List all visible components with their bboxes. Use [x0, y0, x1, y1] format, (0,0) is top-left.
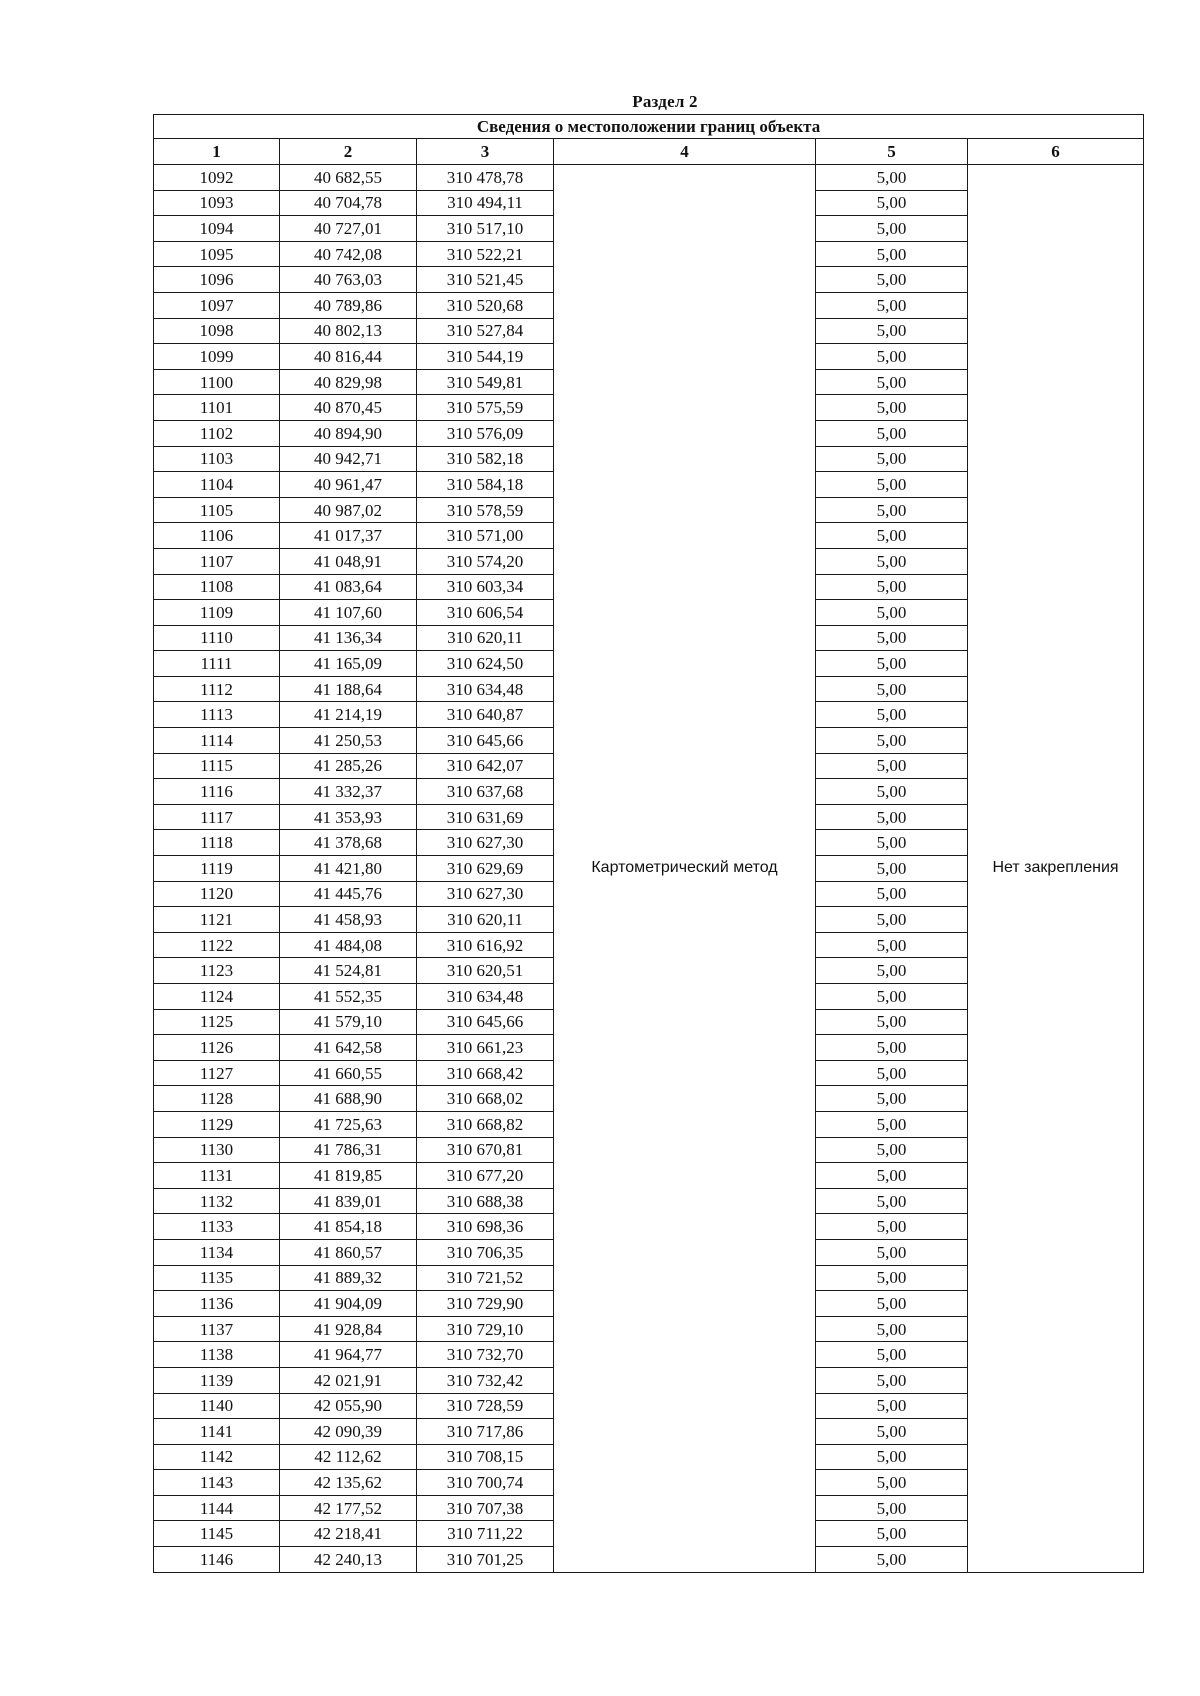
- point-number-cell: 1144: [154, 1495, 280, 1521]
- accuracy-cell: 5,00: [816, 1444, 968, 1470]
- coordinate-x-cell: 41 017,37: [280, 523, 417, 549]
- coordinate-x-cell: 40 704,78: [280, 190, 417, 216]
- accuracy-cell: 5,00: [816, 651, 968, 677]
- point-number-cell: 1103: [154, 446, 280, 472]
- point-number-cell: 1122: [154, 932, 280, 958]
- point-number-cell: 1125: [154, 1009, 280, 1035]
- coordinate-y-cell: 310 668,02: [417, 1086, 554, 1112]
- boundary-coordinates-table: [153, 114, 1144, 1573]
- coordinate-y-cell: 310 629,69: [417, 856, 554, 882]
- point-number-cell: 1146: [154, 1547, 280, 1573]
- coordinate-x-cell: 40 727,01: [280, 216, 417, 242]
- point-number-cell: 1119: [154, 856, 280, 882]
- coordinate-y-cell: 310 627,30: [417, 830, 554, 856]
- coordinate-x-cell: 42 135,62: [280, 1470, 417, 1496]
- point-number-cell: 1117: [154, 804, 280, 830]
- coordinate-y-cell: 310 520,68: [417, 292, 554, 318]
- coordinate-y-cell: 310 620,11: [417, 625, 554, 651]
- accuracy-cell: 5,00: [816, 907, 968, 933]
- coordinate-y-cell: 310 677,20: [417, 1163, 554, 1189]
- coordinate-x-cell: 41 552,35: [280, 984, 417, 1010]
- point-number-cell: 1145: [154, 1521, 280, 1547]
- coordinate-x-cell: 40 682,55: [280, 165, 417, 191]
- point-number-cell: 1123: [154, 958, 280, 984]
- accuracy-cell: 5,00: [816, 779, 968, 805]
- coordinate-x-cell: 40 802,13: [280, 318, 417, 344]
- coordinate-y-cell: 310 645,66: [417, 1009, 554, 1035]
- accuracy-cell: 5,00: [816, 932, 968, 958]
- coordinate-y-cell: 310 707,38: [417, 1495, 554, 1521]
- point-number-cell: 1120: [154, 881, 280, 907]
- accuracy-cell: 5,00: [816, 1188, 968, 1214]
- coordinate-y-cell: 310 631,69: [417, 804, 554, 830]
- point-number-cell: 1138: [154, 1342, 280, 1368]
- point-number-cell: 1132: [154, 1188, 280, 1214]
- accuracy-cell: 5,00: [816, 1316, 968, 1342]
- coordinate-x-cell: 41 332,37: [280, 779, 417, 805]
- coordinate-y-cell: 310 668,82: [417, 1111, 554, 1137]
- coordinate-x-cell: 40 816,44: [280, 344, 417, 370]
- coordinate-x-cell: 41 579,10: [280, 1009, 417, 1035]
- point-number-cell: 1129: [154, 1111, 280, 1137]
- coordinate-x-cell: 41 165,09: [280, 651, 417, 677]
- coordinate-x-cell: 41 725,63: [280, 1111, 417, 1137]
- fixing-cell: Нет закрепления: [968, 165, 1144, 1573]
- accuracy-cell: 5,00: [816, 1419, 968, 1445]
- point-number-cell: 1127: [154, 1060, 280, 1086]
- coordinate-x-cell: 41 660,55: [280, 1060, 417, 1086]
- point-number-cell: 1118: [154, 830, 280, 856]
- coordinate-y-cell: 310 729,90: [417, 1291, 554, 1317]
- point-number-cell: 1115: [154, 753, 280, 779]
- coordinate-y-cell: 310 668,42: [417, 1060, 554, 1086]
- coordinate-y-cell: 310 620,11: [417, 907, 554, 933]
- point-number-cell: 1124: [154, 984, 280, 1010]
- point-number-cell: 1096: [154, 267, 280, 293]
- section-title: Раздел 2: [632, 92, 698, 111]
- point-number-cell: 1126: [154, 1035, 280, 1061]
- coordinate-y-cell: 310 478,78: [417, 165, 554, 191]
- point-number-cell: 1101: [154, 395, 280, 421]
- accuracy-cell: 5,00: [816, 1291, 968, 1317]
- point-number-cell: 1134: [154, 1239, 280, 1265]
- point-number-cell: 1111: [154, 651, 280, 677]
- point-number-cell: 1108: [154, 574, 280, 600]
- coordinate-y-cell: 310 521,45: [417, 267, 554, 293]
- accuracy-cell: 5,00: [816, 676, 968, 702]
- point-number-cell: 1109: [154, 600, 280, 626]
- coordinate-y-cell: 310 584,18: [417, 472, 554, 498]
- coordinate-y-cell: 310 544,19: [417, 344, 554, 370]
- point-number-cell: 1128: [154, 1086, 280, 1112]
- coordinate-x-cell: 42 055,90: [280, 1393, 417, 1419]
- accuracy-cell: 5,00: [816, 523, 968, 549]
- coordinate-y-cell: 310 701,25: [417, 1547, 554, 1573]
- accuracy-cell: 5,00: [816, 574, 968, 600]
- coordinate-x-cell: 41 250,53: [280, 728, 417, 754]
- coordinate-y-cell: 310 620,51: [417, 958, 554, 984]
- coordinate-y-cell: 310 721,52: [417, 1265, 554, 1291]
- coordinate-x-cell: 41 688,90: [280, 1086, 417, 1112]
- accuracy-cell: 5,00: [816, 318, 968, 344]
- accuracy-cell: 5,00: [816, 600, 968, 626]
- coordinate-x-cell: 42 240,13: [280, 1547, 417, 1573]
- coordinate-x-cell: 41 048,91: [280, 548, 417, 574]
- coordinate-x-cell: 40 789,86: [280, 292, 417, 318]
- coordinate-x-cell: 42 112,62: [280, 1444, 417, 1470]
- coordinate-x-cell: 40 763,03: [280, 267, 417, 293]
- coordinate-y-cell: 310 642,07: [417, 753, 554, 779]
- coordinate-x-cell: 41 378,68: [280, 830, 417, 856]
- column-number: 1: [154, 139, 280, 165]
- accuracy-cell: 5,00: [816, 1239, 968, 1265]
- accuracy-cell: 5,00: [816, 856, 968, 882]
- column-number: 6: [968, 139, 1144, 165]
- accuracy-cell: 5,00: [816, 548, 968, 574]
- coordinate-x-cell: 41 214,19: [280, 702, 417, 728]
- coordinate-x-cell: 40 987,02: [280, 497, 417, 523]
- point-number-cell: 1094: [154, 216, 280, 242]
- coordinate-x-cell: 41 928,84: [280, 1316, 417, 1342]
- accuracy-cell: 5,00: [816, 1547, 968, 1573]
- coordinate-x-cell: 42 021,91: [280, 1367, 417, 1393]
- coordinate-x-cell: 41 964,77: [280, 1342, 417, 1368]
- point-number-cell: 1135: [154, 1265, 280, 1291]
- column-number: 2: [280, 139, 417, 165]
- accuracy-cell: 5,00: [816, 1393, 968, 1419]
- point-number-cell: 1102: [154, 420, 280, 446]
- accuracy-cell: 5,00: [816, 1137, 968, 1163]
- coordinate-y-cell: 310 728,59: [417, 1393, 554, 1419]
- coordinate-x-cell: 41 458,93: [280, 907, 417, 933]
- coordinate-x-cell: 40 742,08: [280, 241, 417, 267]
- point-number-cell: 1107: [154, 548, 280, 574]
- accuracy-cell: 5,00: [816, 190, 968, 216]
- coordinate-x-cell: 41 860,57: [280, 1239, 417, 1265]
- accuracy-cell: 5,00: [816, 1035, 968, 1061]
- point-number-cell: 1136: [154, 1291, 280, 1317]
- accuracy-cell: 5,00: [816, 292, 968, 318]
- coordinate-y-cell: 310 574,20: [417, 548, 554, 574]
- accuracy-cell: 5,00: [816, 241, 968, 267]
- coordinate-y-cell: 310 527,84: [417, 318, 554, 344]
- coordinate-x-cell: 40 870,45: [280, 395, 417, 421]
- coordinate-x-cell: 41 642,58: [280, 1035, 417, 1061]
- coordinate-x-cell: 41 353,93: [280, 804, 417, 830]
- coordinate-x-cell: 42 090,39: [280, 1419, 417, 1445]
- point-number-cell: 1140: [154, 1393, 280, 1419]
- table-body: [154, 115, 1144, 1573]
- accuracy-cell: 5,00: [816, 804, 968, 830]
- coordinate-y-cell: 310 634,48: [417, 676, 554, 702]
- accuracy-cell: 5,00: [816, 1111, 968, 1137]
- point-number-cell: 1105: [154, 497, 280, 523]
- coordinate-x-cell: 40 829,98: [280, 369, 417, 395]
- accuracy-cell: 5,00: [816, 369, 968, 395]
- coordinate-x-cell: 41 107,60: [280, 600, 417, 626]
- coordinate-y-cell: 310 645,66: [417, 728, 554, 754]
- point-number-cell: 1097: [154, 292, 280, 318]
- accuracy-cell: 5,00: [816, 1495, 968, 1521]
- point-number-cell: 1093: [154, 190, 280, 216]
- coordinate-y-cell: 310 706,35: [417, 1239, 554, 1265]
- accuracy-cell: 5,00: [816, 216, 968, 242]
- coordinate-x-cell: 41 484,08: [280, 932, 417, 958]
- accuracy-cell: 5,00: [816, 395, 968, 421]
- point-number-cell: 1143: [154, 1470, 280, 1496]
- accuracy-cell: 5,00: [816, 830, 968, 856]
- accuracy-cell: 5,00: [816, 625, 968, 651]
- coordinate-y-cell: 310 603,34: [417, 574, 554, 600]
- point-number-cell: 1100: [154, 369, 280, 395]
- point-number-cell: 1098: [154, 318, 280, 344]
- point-number-cell: 1116: [154, 779, 280, 805]
- coordinate-y-cell: 310 729,10: [417, 1316, 554, 1342]
- column-number: 5: [816, 139, 968, 165]
- point-number-cell: 1099: [154, 344, 280, 370]
- coordinate-y-cell: 310 698,36: [417, 1214, 554, 1240]
- coordinate-y-cell: 310 616,92: [417, 932, 554, 958]
- accuracy-cell: 5,00: [816, 497, 968, 523]
- point-number-cell: 1113: [154, 702, 280, 728]
- accuracy-cell: 5,00: [816, 344, 968, 370]
- coordinate-y-cell: 310 688,38: [417, 1188, 554, 1214]
- coordinate-y-cell: 310 627,30: [417, 881, 554, 907]
- coordinate-y-cell: 310 717,86: [417, 1419, 554, 1445]
- accuracy-cell: 5,00: [816, 267, 968, 293]
- accuracy-cell: 5,00: [816, 1086, 968, 1112]
- point-number-cell: 1141: [154, 1419, 280, 1445]
- coordinate-x-cell: 42 218,41: [280, 1521, 417, 1547]
- coordinate-x-cell: 40 961,47: [280, 472, 417, 498]
- coordinate-y-cell: 310 522,21: [417, 241, 554, 267]
- accuracy-cell: 5,00: [816, 1367, 968, 1393]
- coordinate-x-cell: 41 188,64: [280, 676, 417, 702]
- coordinate-y-cell: 310 575,59: [417, 395, 554, 421]
- coordinate-y-cell: 310 582,18: [417, 446, 554, 472]
- method-cell: Картометрический метод: [554, 165, 816, 1573]
- point-number-cell: 1139: [154, 1367, 280, 1393]
- point-number-cell: 1112: [154, 676, 280, 702]
- coordinate-y-cell: 310 711,22: [417, 1521, 554, 1547]
- accuracy-cell: 5,00: [816, 702, 968, 728]
- table-row: [154, 165, 1144, 191]
- point-number-cell: 1133: [154, 1214, 280, 1240]
- point-number-cell: 1095: [154, 241, 280, 267]
- accuracy-cell: 5,00: [816, 1060, 968, 1086]
- coordinate-x-cell: 41 854,18: [280, 1214, 417, 1240]
- point-number-cell: 1114: [154, 728, 280, 754]
- point-number-cell: 1106: [154, 523, 280, 549]
- point-number-cell: 1104: [154, 472, 280, 498]
- column-number: 3: [417, 139, 554, 165]
- accuracy-cell: 5,00: [816, 984, 968, 1010]
- coordinate-x-cell: 41 285,26: [280, 753, 417, 779]
- coordinate-y-cell: 310 517,10: [417, 216, 554, 242]
- accuracy-cell: 5,00: [816, 1009, 968, 1035]
- accuracy-cell: 5,00: [816, 753, 968, 779]
- coordinate-y-cell: 310 700,74: [417, 1470, 554, 1496]
- coordinate-x-cell: 41 136,34: [280, 625, 417, 651]
- coordinate-x-cell: 41 421,80: [280, 856, 417, 882]
- accuracy-cell: 5,00: [816, 1342, 968, 1368]
- coordinate-x-cell: 40 894,90: [280, 420, 417, 446]
- point-number-cell: 1131: [154, 1163, 280, 1189]
- coordinate-y-cell: 310 576,09: [417, 420, 554, 446]
- coordinate-y-cell: 310 640,87: [417, 702, 554, 728]
- coordinate-x-cell: 41 839,01: [280, 1188, 417, 1214]
- accuracy-cell: 5,00: [816, 1163, 968, 1189]
- table-caption: Сведения о местоположении границ объекта: [154, 115, 1144, 139]
- coordinate-y-cell: 310 571,00: [417, 523, 554, 549]
- column-number: 4: [554, 139, 816, 165]
- coordinate-x-cell: 41 083,64: [280, 574, 417, 600]
- point-number-cell: 1121: [154, 907, 280, 933]
- coordinate-y-cell: 310 578,59: [417, 497, 554, 523]
- coordinate-x-cell: 41 445,76: [280, 881, 417, 907]
- accuracy-cell: 5,00: [816, 728, 968, 754]
- coordinate-y-cell: 310 670,81: [417, 1137, 554, 1163]
- point-number-cell: 1142: [154, 1444, 280, 1470]
- point-number-cell: 1137: [154, 1316, 280, 1342]
- accuracy-cell: 5,00: [816, 1214, 968, 1240]
- coordinate-y-cell: 310 732,70: [417, 1342, 554, 1368]
- coordinate-x-cell: 42 177,52: [280, 1495, 417, 1521]
- coordinate-x-cell: 40 942,71: [280, 446, 417, 472]
- accuracy-cell: 5,00: [816, 1265, 968, 1291]
- coordinate-y-cell: 310 494,11: [417, 190, 554, 216]
- accuracy-cell: 5,00: [816, 1521, 968, 1547]
- accuracy-cell: 5,00: [816, 446, 968, 472]
- coordinate-y-cell: 310 624,50: [417, 651, 554, 677]
- point-number-cell: 1092: [154, 165, 280, 191]
- coordinate-y-cell: 310 606,54: [417, 600, 554, 626]
- coordinate-x-cell: 41 786,31: [280, 1137, 417, 1163]
- coordinate-y-cell: 310 732,42: [417, 1367, 554, 1393]
- coordinate-y-cell: 310 634,48: [417, 984, 554, 1010]
- accuracy-cell: 5,00: [816, 1470, 968, 1496]
- accuracy-cell: 5,00: [816, 165, 968, 191]
- coordinate-x-cell: 41 524,81: [280, 958, 417, 984]
- point-number-cell: 1130: [154, 1137, 280, 1163]
- coordinate-y-cell: 310 637,68: [417, 779, 554, 805]
- coordinate-x-cell: 41 889,32: [280, 1265, 417, 1291]
- table-caption-row: [154, 115, 1144, 139]
- accuracy-cell: 5,00: [816, 958, 968, 984]
- coordinate-x-cell: 41 819,85: [280, 1163, 417, 1189]
- column-number-row: [154, 139, 1144, 165]
- coordinate-y-cell: 310 549,81: [417, 369, 554, 395]
- point-number-cell: 1110: [154, 625, 280, 651]
- coordinate-y-cell: 310 708,15: [417, 1444, 554, 1470]
- coordinate-x-cell: 41 904,09: [280, 1291, 417, 1317]
- accuracy-cell: 5,00: [816, 420, 968, 446]
- accuracy-cell: 5,00: [816, 472, 968, 498]
- coordinate-y-cell: 310 661,23: [417, 1035, 554, 1061]
- accuracy-cell: 5,00: [816, 881, 968, 907]
